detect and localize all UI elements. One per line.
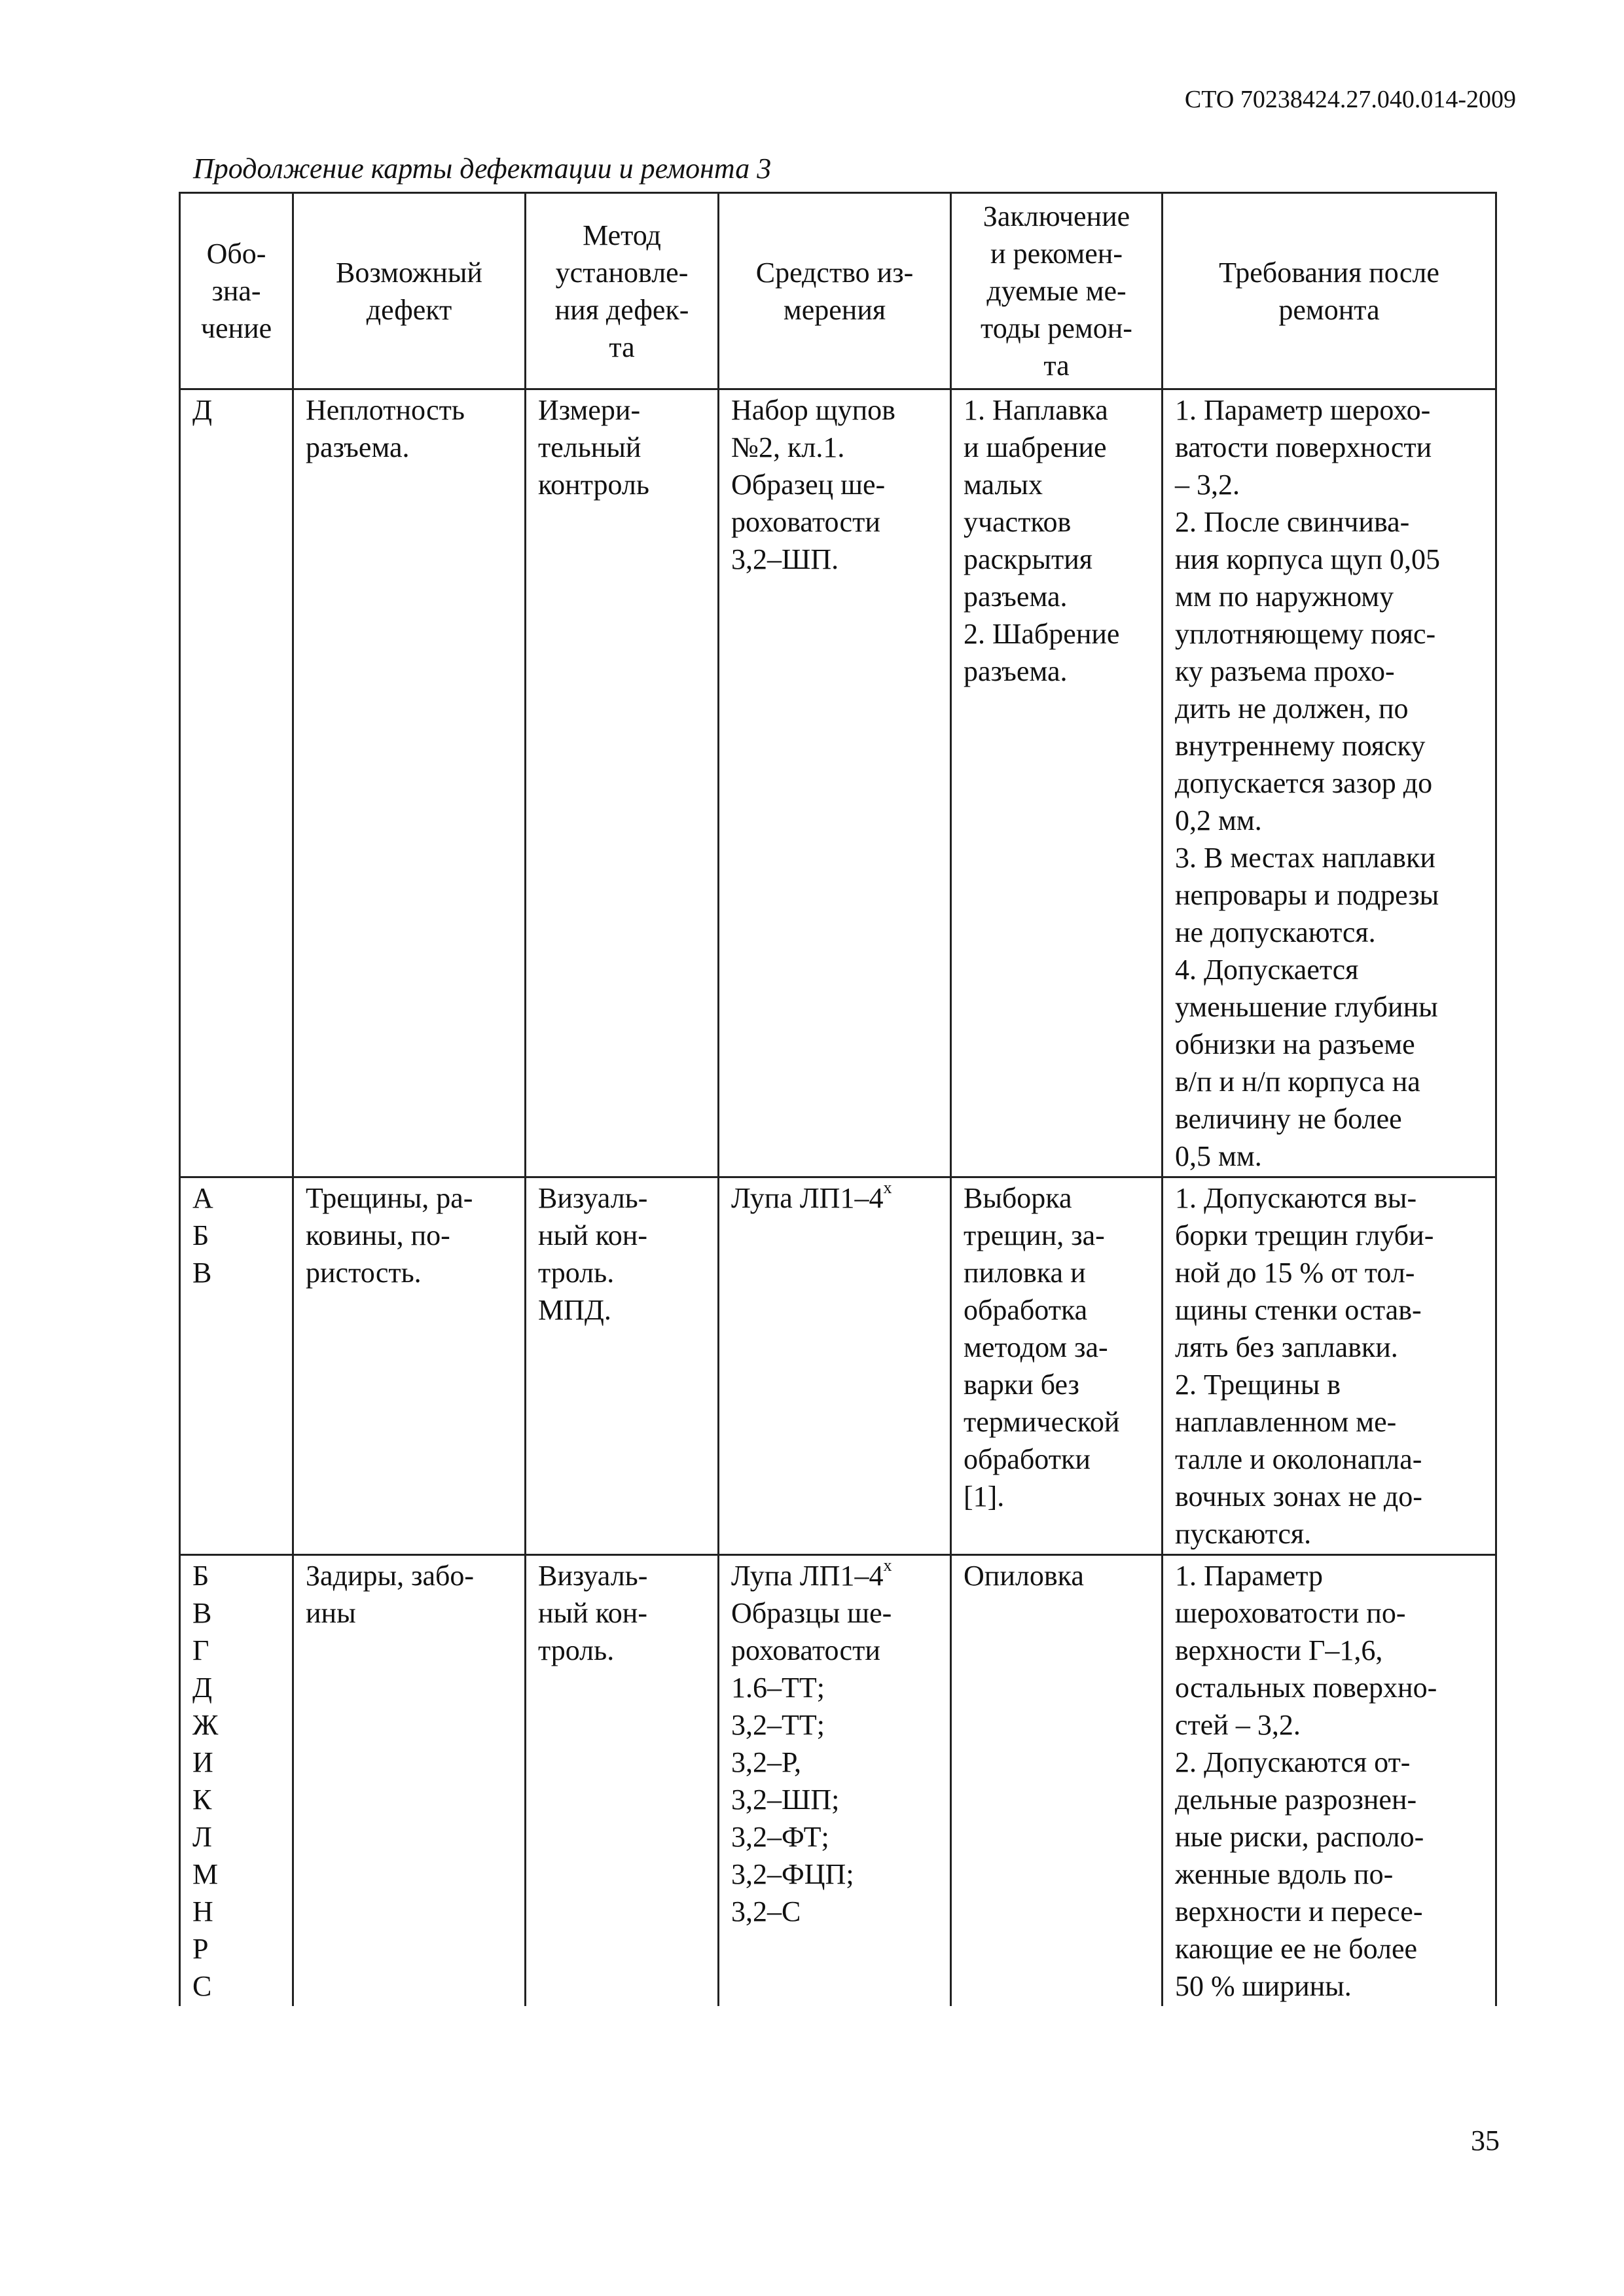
cell-requirements (1163, 389, 1496, 1177)
cell-conclusion (951, 1555, 1163, 2007)
cell-line: 2. Шабрение (964, 618, 1120, 650)
cell-line: 4. Допускается (1175, 954, 1359, 986)
superscript-mark: х (883, 1178, 892, 1197)
header-line: ремонта (1278, 293, 1380, 326)
cell-line: 3,2–ТТ; (731, 1709, 825, 1741)
cell-line: 3,2–ФЦП; (731, 1858, 854, 1890)
cell-line: А (192, 1182, 213, 1214)
cell-line: троль. (538, 1634, 615, 1666)
cell-line: Б (192, 1560, 209, 1592)
cell-line: остальных поверхно- (1175, 1672, 1437, 1704)
cell-line: шероховатости по- (1175, 1597, 1406, 1629)
cell-defect (293, 389, 526, 1177)
cell-line: ной до 15 % от тол- (1175, 1257, 1415, 1289)
document-code: СТО 70238424.27.040.014-2009 (1184, 86, 1516, 113)
cell-line: Л (192, 1821, 212, 1853)
page-number: 35 (1471, 2125, 1500, 2157)
cell-line: Визуаль- (538, 1560, 648, 1592)
cell-line: 0,5 мм. (1175, 1140, 1262, 1172)
cell-designation (180, 1555, 293, 2007)
cell-line: пиловка и (964, 1257, 1086, 1289)
cell-line: Визуаль- (538, 1182, 648, 1214)
cell-line: 1. Допускаются вы- (1175, 1182, 1417, 1214)
cell-line: М (192, 1858, 219, 1890)
cell-line: кающие ее не более (1175, 1933, 1418, 1965)
table-header-row (180, 193, 1496, 389)
cell-line: Д (192, 1672, 213, 1704)
cell-line: участков (964, 506, 1072, 538)
table-row (180, 389, 1496, 1177)
cell-line: МПД. (538, 1294, 611, 1326)
cell-line: 3,2–ШП. (731, 543, 839, 575)
cell-line: контроль (538, 469, 649, 501)
cell-line: внутреннему пояску (1175, 730, 1426, 762)
cell-line: ния корпуса щуп 0,05 (1175, 543, 1441, 575)
cell-line: дить не должен, по (1175, 692, 1409, 725)
cell-line: Ж (192, 1709, 219, 1741)
header-line: тоды ремон- (981, 312, 1132, 344)
cell-line: уплотняющему пояс- (1175, 618, 1436, 650)
cell-line: верхности и пересе- (1175, 1895, 1423, 1928)
header-line: мерения (783, 293, 886, 326)
cell-line: 1.6–ТТ; (731, 1672, 825, 1704)
cell-line-with-sup (731, 1557, 938, 1594)
cell-line: Г (192, 1634, 209, 1666)
cell-line: лять без заплавки. (1175, 1331, 1398, 1363)
header-possible-defect (293, 193, 526, 389)
header-post-repair-requirements (1163, 193, 1496, 389)
cell-line: И (192, 1746, 213, 1778)
cell-line: ковины, по- (306, 1219, 450, 1251)
cell-line: 3,2–ШП; (731, 1784, 840, 1816)
cell-line: верхности Г–1,6, (1175, 1634, 1383, 1666)
cell-line: Д (192, 394, 213, 426)
header-line: Метод (583, 219, 661, 251)
cell-line: не допускаются. (1175, 916, 1376, 948)
header-line: дефект (366, 293, 452, 326)
cell-line: Трещины, ра- (306, 1182, 473, 1214)
superscript-mark: х (883, 1556, 892, 1575)
cell-line: Н (192, 1895, 213, 1928)
cell-line: 2. Трещины в (1175, 1369, 1341, 1401)
cell-line: ный кон- (538, 1597, 647, 1629)
cell-line: 3. В местах наплавки (1175, 842, 1435, 874)
table-row (180, 1555, 1496, 2007)
cell-designation (180, 1177, 293, 1555)
cell-line: ристость. (306, 1257, 422, 1289)
cell-line: 2. Допускаются от- (1175, 1746, 1411, 1778)
cell-line: щины стенки остав- (1175, 1294, 1422, 1326)
table-row (180, 1177, 1496, 1555)
cell-line: 1. Наплавка (964, 394, 1108, 426)
cell-defect (293, 1177, 526, 1555)
header-line: ния дефек- (554, 293, 689, 326)
cell-line: тельный (538, 431, 641, 463)
header-line: та (609, 331, 635, 363)
cell-line: С (192, 1970, 212, 2002)
cell-line: вочных зонах не до- (1175, 1480, 1422, 1513)
cell-line: непровары и подрезы (1175, 879, 1439, 911)
header-line: та (1043, 350, 1070, 382)
cell-line: 50 % ширины. (1175, 1970, 1352, 2002)
cell-line: [1]. (964, 1480, 1005, 1513)
cell-line: В (192, 1257, 212, 1289)
cell-line: стей – 3,2. (1175, 1709, 1301, 1741)
cell-tool (719, 1555, 951, 2007)
cell-conclusion (951, 389, 1163, 1177)
cell-line: 3,2–С (731, 1895, 801, 1928)
cell-line: роховатости (731, 1634, 880, 1666)
cell-line: разъема. (964, 581, 1068, 613)
cell-line: роховатости (731, 506, 880, 538)
cell-line: борки трещин глуби- (1175, 1219, 1434, 1251)
cell-line: Выборка (964, 1182, 1072, 1214)
cell-line: мм по наружному (1175, 581, 1394, 613)
cell-line: Образцы ше- (731, 1597, 892, 1629)
cell-line: раскрытия (964, 543, 1093, 575)
cell-line: №2, кл.1. (731, 431, 845, 463)
cell-requirements (1163, 1555, 1496, 2007)
cell-line: 2. После свинчива- (1175, 506, 1410, 538)
cell-line-with-sup (731, 1179, 938, 1217)
header-line: установле- (555, 256, 689, 289)
cell-line: обнизки на разъеме (1175, 1028, 1415, 1060)
cell-line: малых (964, 469, 1043, 501)
cell-line: Неплотность (306, 394, 465, 426)
cell-line: 1. Параметр шерохо- (1175, 394, 1431, 426)
cell-tool (719, 1177, 951, 1555)
cell-text: Лупа ЛП1–4 (731, 1560, 884, 1592)
header-line: и рекомен- (990, 238, 1123, 270)
cell-line: К (192, 1784, 212, 1816)
cell-method (526, 1555, 719, 2007)
cell-line: уменьшение глубины (1175, 991, 1438, 1023)
cell-line: 3,2–Р, (731, 1746, 801, 1778)
header-designation (180, 193, 293, 389)
cell-line: 1. Параметр (1175, 1560, 1323, 1592)
cell-line: в/п и н/п корпуса на (1175, 1066, 1420, 1098)
cell-line: ватости поверхности (1175, 431, 1432, 463)
cell-line: варки без (964, 1369, 1079, 1401)
cell-line: разъема. (964, 655, 1068, 687)
cell-designation (180, 389, 293, 1177)
header-line: Требования после (1219, 256, 1439, 289)
cell-text: Лупа ЛП1–4 (731, 1182, 884, 1214)
header-line: чение (200, 312, 272, 344)
cell-conclusion (951, 1177, 1163, 1555)
cell-line: Задиры, забо- (306, 1560, 475, 1592)
cell-line: наплавленном ме- (1175, 1406, 1397, 1438)
cell-tool (719, 389, 951, 1177)
cell-line: методом за- (964, 1331, 1108, 1363)
cell-line: ный кон- (538, 1219, 647, 1251)
table-caption: Продолжение карты дефектации и ремонта 3 (193, 152, 772, 185)
cell-requirements (1163, 1177, 1496, 1555)
cell-line: Р (192, 1933, 209, 1965)
header-line: зна- (211, 275, 261, 307)
cell-line: дельные разрознен- (1175, 1784, 1417, 1816)
cell-line: величину не более (1175, 1103, 1402, 1135)
cell-line: Набор щупов (731, 394, 895, 426)
cell-defect (293, 1555, 526, 2007)
header-line: Возможный (336, 256, 482, 289)
cell-line: В (192, 1597, 212, 1629)
header-line: Средство из- (755, 256, 914, 289)
cell-line: Измери- (538, 394, 641, 426)
header-conclusion (951, 193, 1163, 389)
cell-line: термической (964, 1406, 1120, 1438)
cell-line: обработка (964, 1294, 1088, 1326)
cell-line: женные вдоль по- (1175, 1858, 1394, 1890)
cell-line: – 3,2. (1175, 469, 1240, 501)
cell-line: троль. (538, 1257, 615, 1289)
cell-line: разъема. (306, 431, 410, 463)
cell-method (526, 389, 719, 1177)
cell-method (526, 1177, 719, 1555)
cell-line: ку разъема прохо- (1175, 655, 1395, 687)
cell-line: Опиловка (964, 1560, 1084, 1592)
cell-line: Образец ше- (731, 469, 886, 501)
defect-repair-table (179, 192, 1497, 2006)
header-measurement-tool (719, 193, 951, 389)
cell-line: ные риски, располо- (1175, 1821, 1424, 1853)
header-line: Заключение (983, 200, 1130, 232)
header-detection-method (526, 193, 719, 389)
cell-line: пускаются. (1175, 1518, 1312, 1550)
cell-line: трещин, за- (964, 1219, 1105, 1251)
header-line: Обо- (206, 238, 266, 270)
cell-line: Б (192, 1219, 209, 1251)
cell-line: 3,2–ФТ; (731, 1821, 829, 1853)
cell-line: 0,2 мм. (1175, 804, 1262, 836)
cell-line: ины (306, 1597, 356, 1629)
cell-line: допускается зазор до (1175, 767, 1433, 799)
cell-line: талле и околонапла- (1175, 1443, 1422, 1475)
cell-line: обработки (964, 1443, 1091, 1475)
cell-line: и шабрение (964, 431, 1107, 463)
header-line: дуемые ме- (986, 275, 1127, 307)
